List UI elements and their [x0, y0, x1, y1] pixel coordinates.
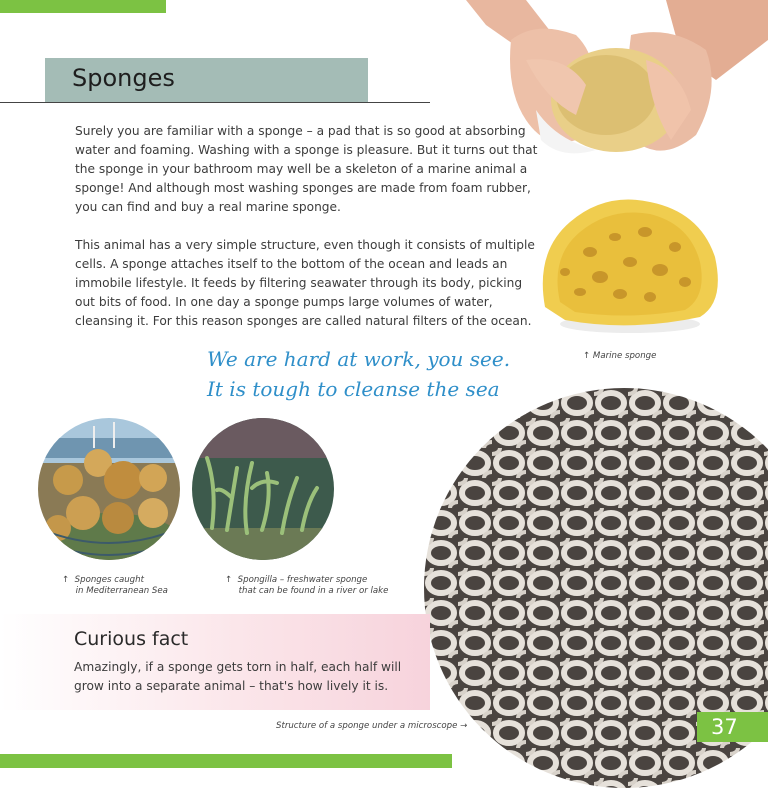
quote-line-2: It is tough to cleanse the sea — [207, 377, 500, 401]
spongilla-caption: ↑ Spongilla – freshwater sponge that can be found in a river or lake — [225, 575, 389, 596]
top-accent-bar — [0, 0, 166, 13]
structure-paragraph: This animal has a very simple structure, even though it consists of multiple cells. A sponge attaches itself to the bottom of the ocean and leads an immobile lifestyle. It feeds by filtering seawater through its body, picking out bits of food. In one day a sponge pumps large volumes of water, cleansing it. For this reason sponges are called natural filters of the ocean. — [75, 238, 535, 328]
title-rule — [0, 102, 430, 103]
handwritten-quote — [207, 344, 511, 404]
sponges-basket-photo — [38, 418, 180, 560]
intro-paragraph: Surely you are familiar with a sponge – a pad that is so good at absorbing water and foaming. Washing with a sponge is pleasure. But it turns out that the sponge in your bathroom may well be a skeleton of a marine animal a sponge! And although most washing sponges are made from foam rubber, you can find and buy a real marine sponge. — [75, 124, 538, 214]
microscope-caption: Structure of a sponge under a microscope → — [276, 721, 468, 731]
curious-fact-body: Amazingly, if a sponge gets torn in half, each half will grow into a separate animal – that's how lively it is. — [74, 660, 402, 693]
bottom-accent-bar — [0, 754, 452, 768]
curious-fact-title: Curious fact — [74, 628, 189, 650]
quote-line-1: We are hard at work, you see. — [207, 347, 511, 371]
page-number: 37 — [697, 712, 768, 742]
spongilla-photo — [192, 418, 334, 560]
marine-sponge-caption: ↑ Marine sponge — [583, 351, 657, 361]
hands-sponge-photo — [466, 0, 768, 170]
marine-sponge-photo — [535, 192, 725, 337]
page-title: Sponges — [72, 64, 175, 92]
sponges-caught-caption: ↑ Sponges caught in Mediterranean Sea — [62, 575, 168, 596]
